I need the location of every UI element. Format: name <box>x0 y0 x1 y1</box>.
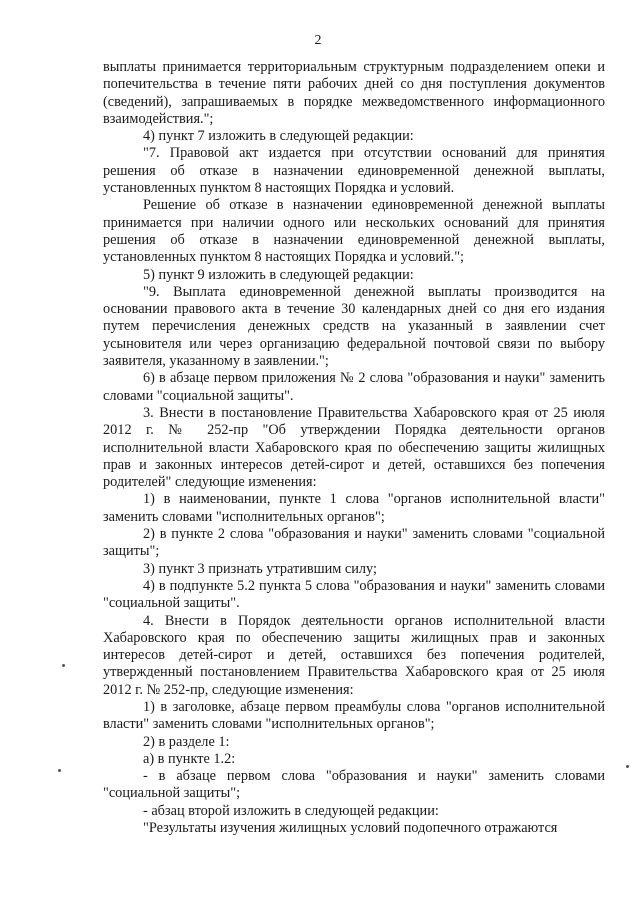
paragraph: 3. Внести в постановление Правительства Хабаровского края от 25 июля 2012 г. № 252-пр "Об утверждении Порядка деятельности органов исполнительной власти Хабаровского края по обеспечению защиты жилищных прав и законных интересов детей-сирот и детей, оставшихся без попечения родителей" следующие изменения: <box>103 404 605 491</box>
paragraph: 4) в подпункте 5.2 пункта 5 слова "образования и науки" заменить словами "социальной защиты". <box>103 577 605 612</box>
paragraph: - абзац второй изложить в следующей редакции: <box>143 802 439 819</box>
paragraph: - в абзаце первом слова "образования и науки" заменить словами "социальной защиты"; <box>103 768 605 802</box>
paragraph: выплаты принимается территориальным структурным подразделением опеки и попечительства в течение пяти рабочих дней со дня поступления документов (сведений), запрашиваемых в порядке межведомственного информационного взаимодействия."; <box>103 59 605 127</box>
paragraph: а) в пункте 1.2: <box>143 750 236 767</box>
scan-speck <box>58 769 61 772</box>
scan-speck <box>626 765 629 768</box>
paragraph: 4. Внести в Порядок деятельности органов исполнительной власти Хабаровского края по обеспечению защиты жилищных прав и законных интересов детей-сирот и детей, оставшихся без попечения родителей, утвержденный постановлением Правительства Хабаровского края от 25 июля 2012 г. № 252-пр, следующие изменения: <box>103 612 605 698</box>
paragraph: "9. Выплата единовременной денежной выплаты производится на основании правового акта в течение 30 календарных дней со дня его издания путем перечисления денежных средств на указанный в заявлении счет усыновителя или через организацию федеральной почтовой связи по выбору заявителя, указанному в заявлении."; <box>103 283 605 370</box>
paragraph: 5) пункт 9 изложить в следующей редакции: <box>143 266 414 283</box>
paragraph: 4) пункт 7 изложить в следующей редакции: <box>143 128 414 145</box>
scan-speck <box>62 664 65 667</box>
document-body <box>103 59 605 837</box>
paragraph: 2) в пункте 2 слова "образования и науки" заменить словами "социальной защиты"; <box>103 526 605 560</box>
paragraph: Решение об отказе в назначении единовременной денежной выплаты принимается при наличии одного или нескольких оснований для принятия решения об отказе в назначении единовременной денежной выплаты, установленных пунктом 8 настоящих Порядка и условий."; <box>103 197 605 266</box>
paragraph: "7. Правовой акт издается при отсутствии оснований для принятия решения об отказе в назначении единовременной денежной выплаты, установленных пунктом 8 настоящих Порядка и условий. <box>103 145 605 197</box>
paragraph: 1) в заголовке, абзаце первом преамбулы слова "органов исполнительной власти" заменить словами "исполнительных органов"; <box>103 698 605 733</box>
page-number: 2 <box>314 33 322 48</box>
paragraph: "Результаты изучения жилищных условий подопечного отражаются <box>143 820 558 837</box>
paragraph: 2) в разделе 1: <box>143 733 230 750</box>
paragraph: 3) пункт 3 признать утратившим силу; <box>143 560 377 577</box>
paragraph: 6) в абзаце первом приложения № 2 слова "образования и науки" заменить словами "социальной защиты". <box>103 370 605 404</box>
paragraph: 1) в наименовании, пункте 1 слова "органов исполнительной власти" заменить словами "исполнительных органов"; <box>103 491 605 525</box>
